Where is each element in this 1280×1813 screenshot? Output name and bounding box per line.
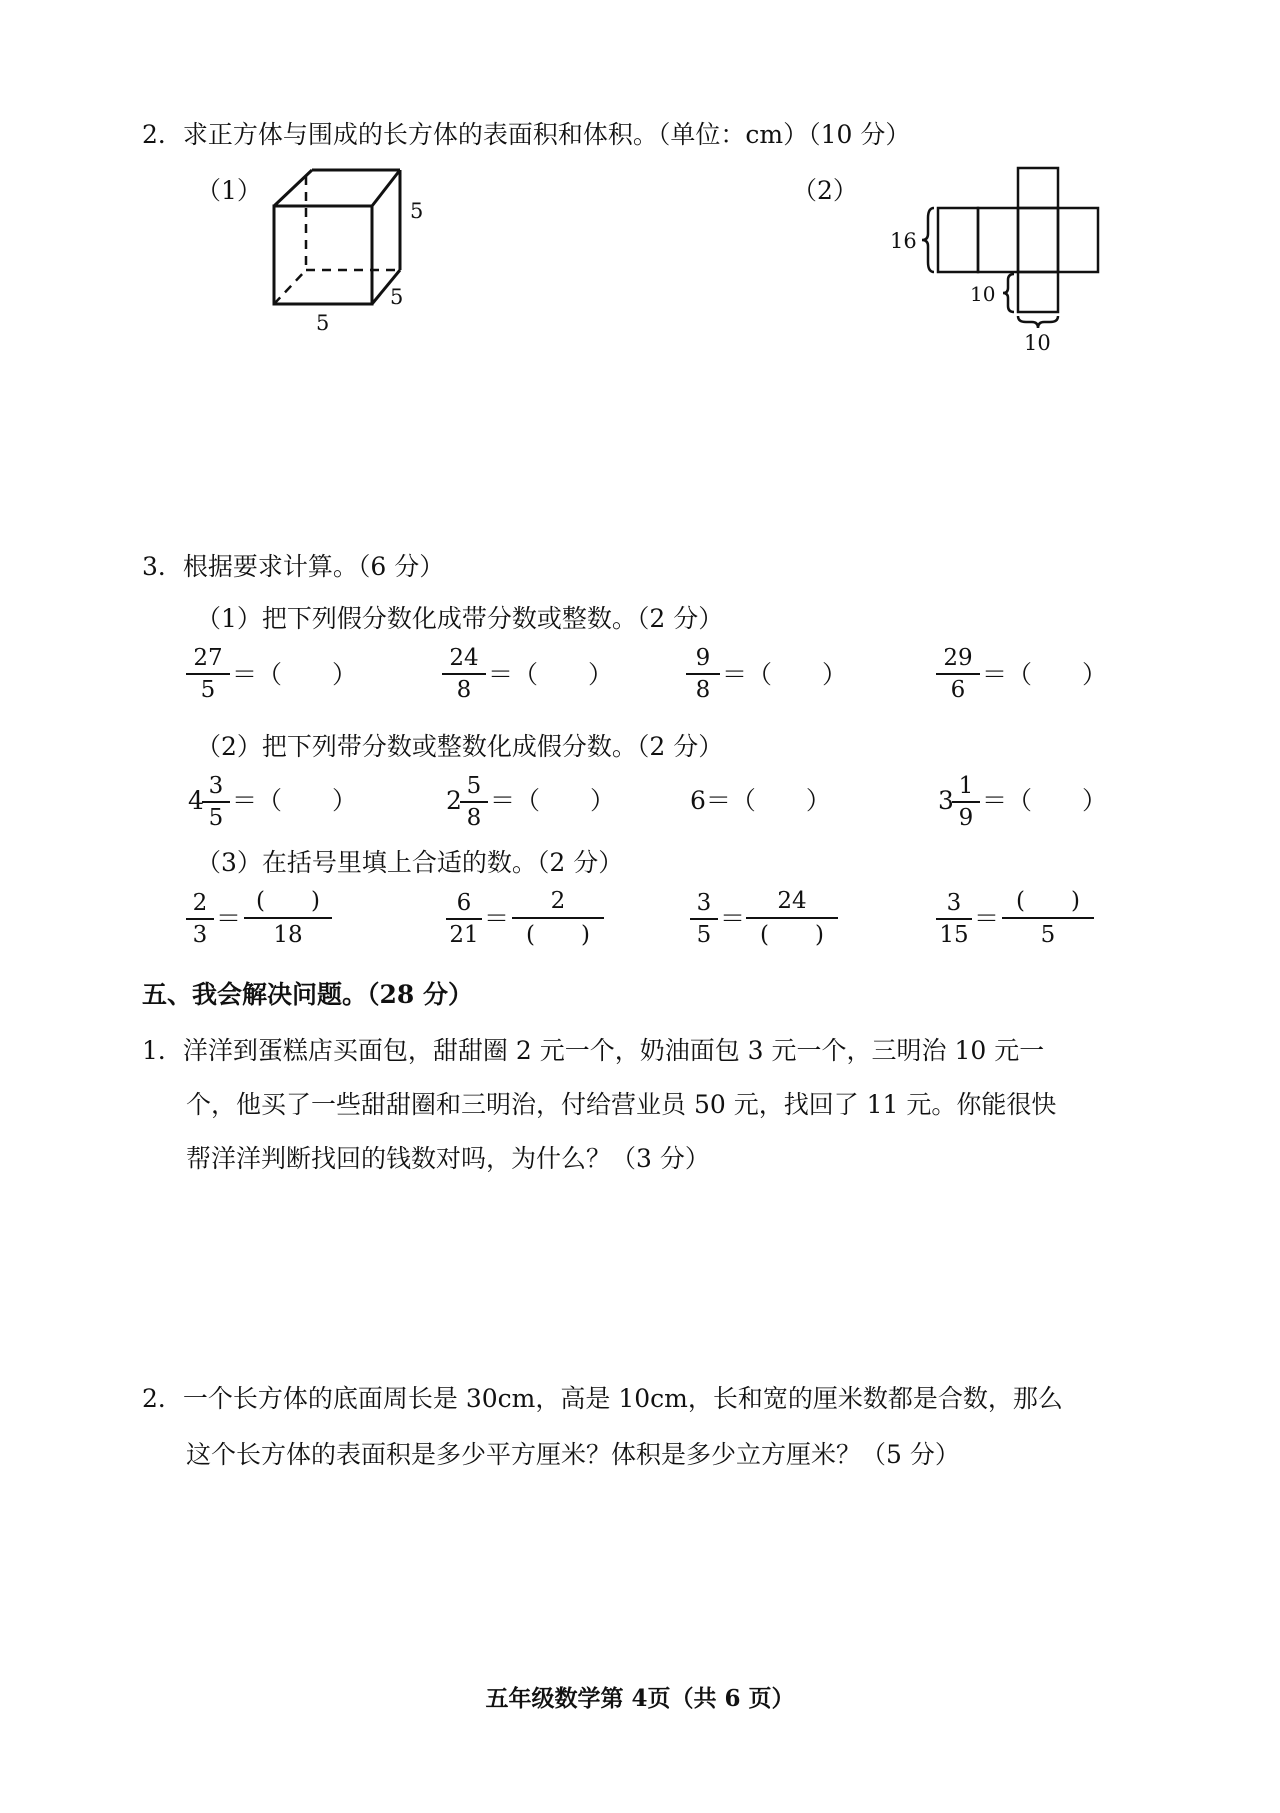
fraction-denominator: 5 xyxy=(696,922,712,948)
fraction-denominator: 8 xyxy=(456,677,472,703)
equals-sign: ＝ xyxy=(720,904,746,933)
fraction-denominator: 18 xyxy=(273,922,303,948)
fraction-numerator: 3 xyxy=(202,773,230,803)
mixed-whole: 4 xyxy=(188,786,204,815)
problem2-line2: 这个长方体的表面积是多少平方厘米？体积是多少立方厘米？（5 分） xyxy=(186,1440,960,1469)
answer-blank: ( ) xyxy=(760,922,824,948)
problem1-line1: 1．洋洋到蛋糕店买面包，甜甜圈 2 元一个，奶油面包 3 元一个，三明治 10 元一 xyxy=(142,1036,1045,1065)
mixed-whole: 2 xyxy=(446,786,462,815)
section5-title: 五、我会解决问题。（28 分） xyxy=(142,980,473,1009)
net-width-label: 16 xyxy=(890,229,917,253)
fraction-numerator: 9 xyxy=(686,645,720,675)
equals-sign: ＝ xyxy=(216,904,242,933)
fraction-denominator: 5 xyxy=(1040,922,1056,948)
fraction-denominator: 9 xyxy=(958,805,974,831)
answer-blank: 6＝（ ） xyxy=(690,786,831,815)
answer-blank: ( ) xyxy=(244,888,332,919)
fraction-numerator: 3 xyxy=(936,890,972,920)
fraction-denominator: 5 xyxy=(200,677,216,703)
cube-height-label: 5 xyxy=(410,199,424,223)
answer-blank: ＝（ ） xyxy=(982,660,1108,689)
answer-blank: ( ) xyxy=(1002,888,1094,919)
answer-blank: ( ) xyxy=(526,922,590,948)
box-net-diagram xyxy=(876,160,1116,360)
cube-diagram xyxy=(260,160,440,340)
fraction-denominator: 6 xyxy=(950,677,966,703)
fraction-numerator: 24 xyxy=(442,645,486,675)
answer-blank: ＝（ ） xyxy=(232,786,358,815)
fraction-numerator: 5 xyxy=(460,773,488,803)
q3-sub3-title: （3）在括号里填上合适的数。（2 分） xyxy=(196,848,624,877)
fraction-numerator: 24 xyxy=(746,888,838,919)
problem1-line2: 个，他买了一些甜甜圈和三明治，付给营业员 50 元，找回了 11 元。你能很快 xyxy=(186,1090,1057,1119)
fraction-numerator: 2 xyxy=(186,890,214,920)
q2-title: 2．求正方体与围成的长方体的表面积和体积。（单位：cm）（10 分） xyxy=(142,120,911,149)
equals-sign: ＝ xyxy=(484,904,510,933)
q3-sub1-title: （1）把下列假分数化成带分数或整数。（2 分） xyxy=(196,604,724,633)
page-footer: 五年级数学第 4页（共 6 页） xyxy=(485,1685,795,1712)
answer-blank: ＝（ ） xyxy=(982,786,1108,815)
fraction-denominator: 15 xyxy=(939,922,969,948)
problem2-line1: 2．一个长方体的底面周长是 30cm，高是 10cm，长和宽的厘米数都是合数，那么 xyxy=(142,1384,1063,1413)
answer-blank: ＝（ ） xyxy=(488,660,614,689)
cube-width-label: 5 xyxy=(316,311,330,335)
fraction-numerator: 6 xyxy=(446,890,482,920)
fraction-numerator: 29 xyxy=(936,645,980,675)
fraction-numerator: 2 xyxy=(512,888,604,919)
fraction-numerator: 1 xyxy=(952,773,980,803)
q2-part1-label: （1） xyxy=(196,176,262,205)
fraction-denominator: 8 xyxy=(695,677,711,703)
net-height-label: 10 xyxy=(970,282,996,306)
fraction-numerator: 27 xyxy=(186,645,230,675)
q2-part2-label: （2） xyxy=(792,176,858,205)
fraction-numerator: 3 xyxy=(690,890,718,920)
mixed-whole: 3 xyxy=(938,786,954,815)
equals-sign: ＝ xyxy=(974,904,1000,933)
problem1-line3: 帮洋洋判断找回的钱数对吗，为什么？（3 分） xyxy=(186,1144,710,1173)
answer-blank: ＝（ ） xyxy=(232,660,358,689)
q3-sub2-title: （2）把下列带分数或整数化成假分数。（2 分） xyxy=(196,732,724,761)
fraction-denominator: 8 xyxy=(466,805,482,831)
answer-blank: ＝（ ） xyxy=(490,786,616,815)
q3-title: 3．根据要求计算。（6 分） xyxy=(142,552,445,581)
fraction-denominator: 5 xyxy=(208,805,224,831)
net-length-label: 10 xyxy=(1024,331,1051,355)
fraction-denominator: 3 xyxy=(192,922,208,948)
answer-blank: ＝（ ） xyxy=(722,660,848,689)
cube-depth-label: 5 xyxy=(390,285,404,309)
fraction-denominator: 21 xyxy=(449,922,479,948)
